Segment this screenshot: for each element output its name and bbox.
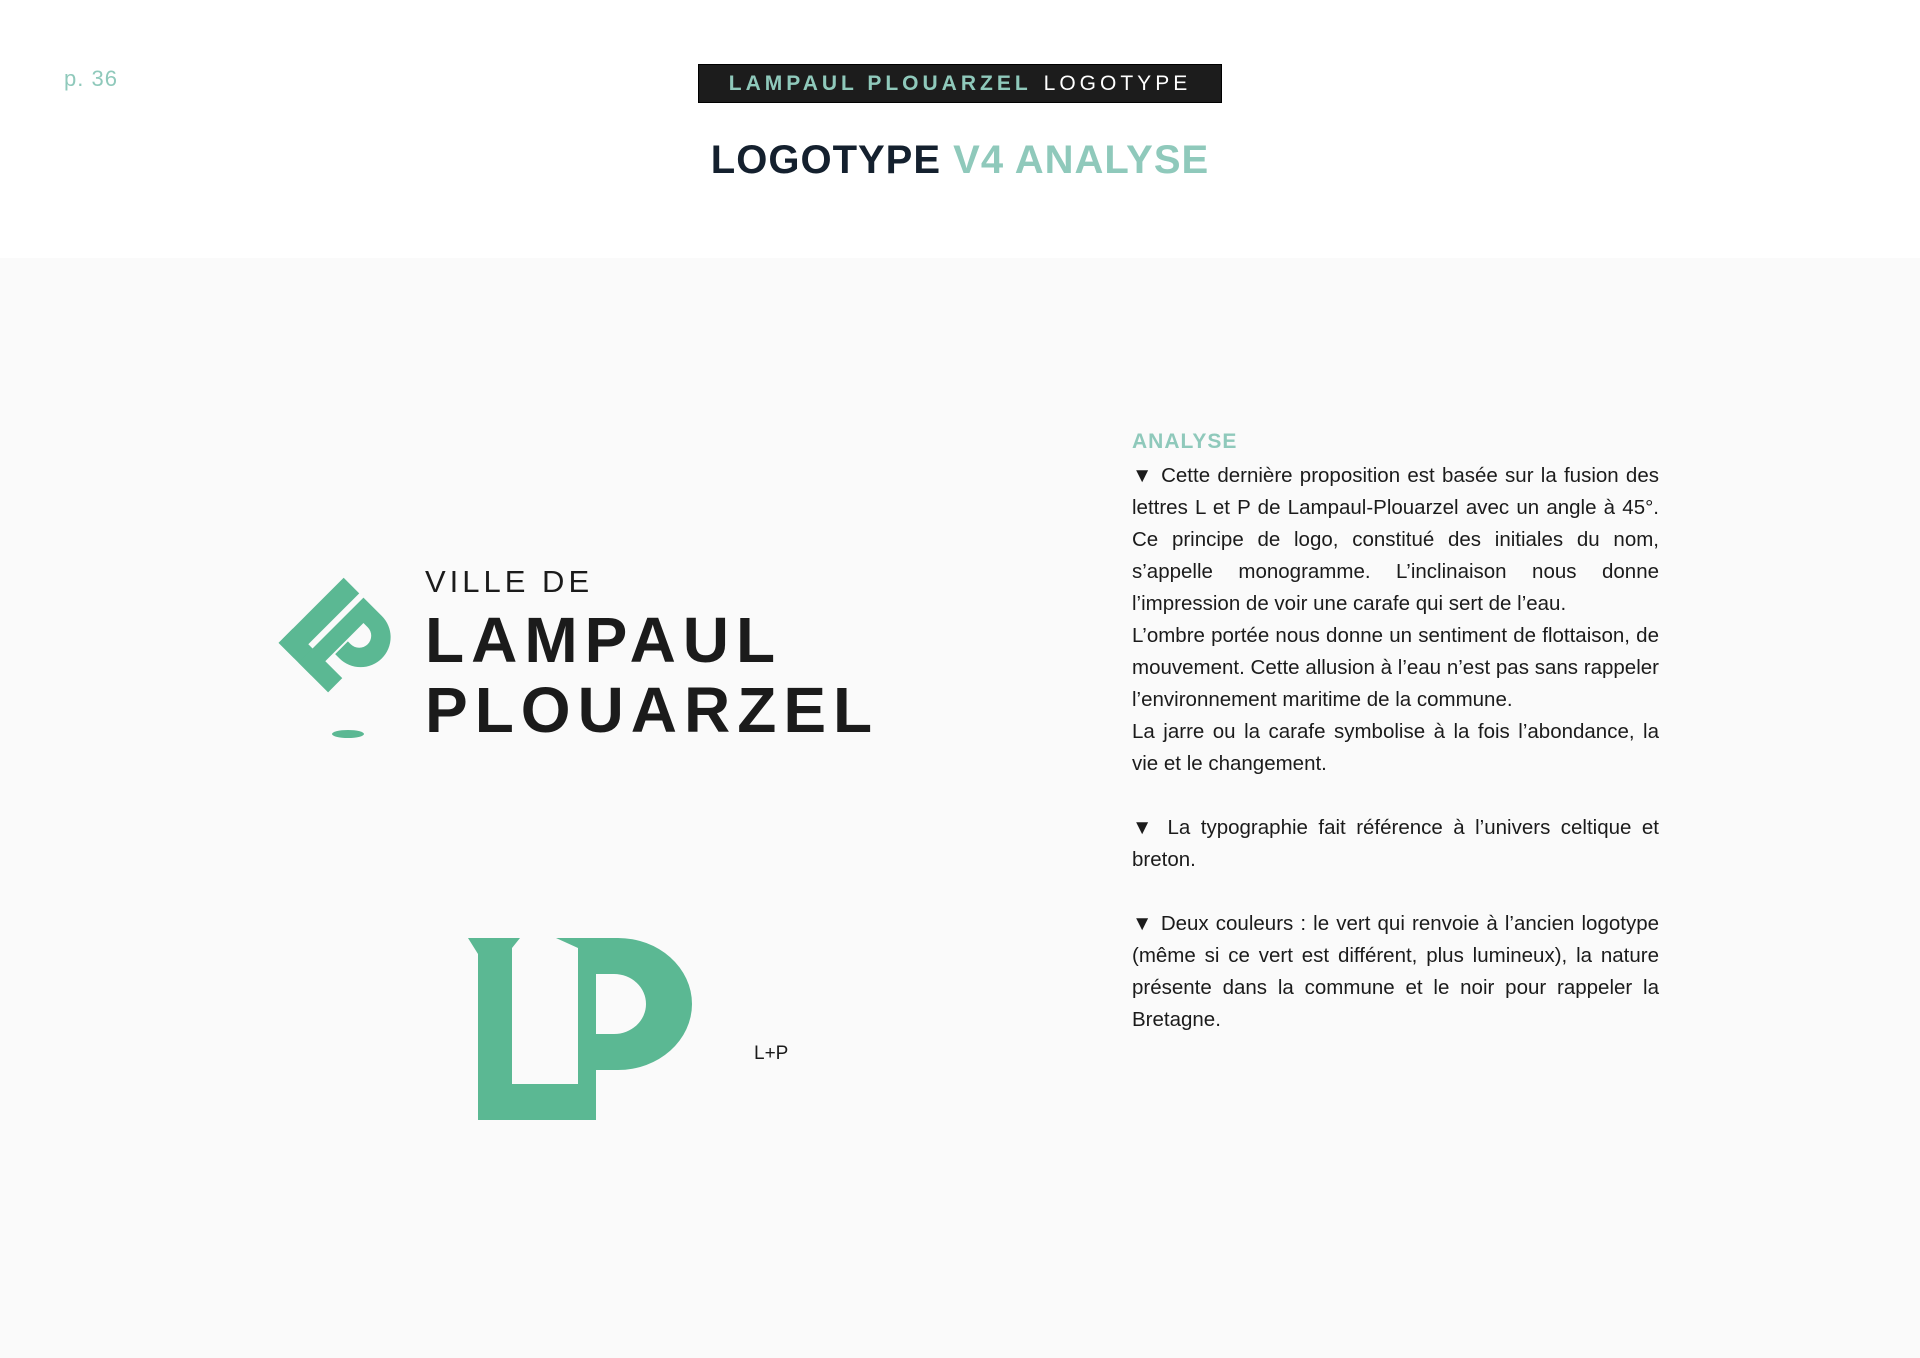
header-band: [698, 64, 1222, 103]
analysis-paragraph: ▼ Cette dernière proposition est basée sur la fusion des lettres L et P de Lampaul-Plouarzel avec un angle à 45°. Ce principe de logo, constitué des initiales du nom, s’appelle monogramme. L’inclinaison nous donne l’impression de voir une carafe qui sert de l’eau.: [1132, 464, 1659, 615]
page-number: p. 36: [64, 66, 118, 91]
analysis-heading: ANALYSE: [1132, 430, 1238, 453]
analysis-paragraph: La jarre ou la carafe symbolise à la fois l’abondance, la vie et le changement.: [1132, 720, 1659, 775]
logo-wordmark: [425, 566, 879, 745]
analysis-paragraph: L’ombre portée nous donne un sentiment de flottaison, de mouvement. Cette allusion à l’eau n’est pas sans rappeler l’environnement maritime de la commune.: [1132, 624, 1659, 711]
paragraph-spacer: [1132, 876, 1659, 908]
page-title-main: LOGOTYPE: [710, 138, 942, 182]
logo-lp-mark: [268, 570, 408, 740]
page-title: [0, 138, 1920, 183]
monogram-caption: L+P: [754, 1043, 789, 1064]
header-band-light: LOGOTYPE: [1043, 71, 1192, 95]
logo-prefix: VILLE DE: [425, 564, 594, 599]
header-band-strong: LAMPAUL PLOUARZEL: [728, 71, 1032, 95]
analysis-paragraph: ▼ La typographie fait référence à l’univers celtique et breton.: [1132, 816, 1659, 871]
logo-line-1: LAMPAUL: [425, 604, 783, 676]
analysis-paragraph: ▼ Deux couleurs : le vert qui renvoie à l’ancien logotype (même si ce vert est différent, plus lumineux), la nature présente dans la commune et le noir pour rappeler la Bretagne.: [1132, 912, 1659, 1031]
logo-line-2: PLOUARZEL: [425, 674, 880, 746]
page-title-accent: V4 ANALYSE: [953, 138, 1210, 182]
analysis-section: [1132, 430, 1659, 1036]
monogram-lp-icon: [468, 938, 693, 1120]
paragraph-spacer: [1132, 780, 1659, 812]
